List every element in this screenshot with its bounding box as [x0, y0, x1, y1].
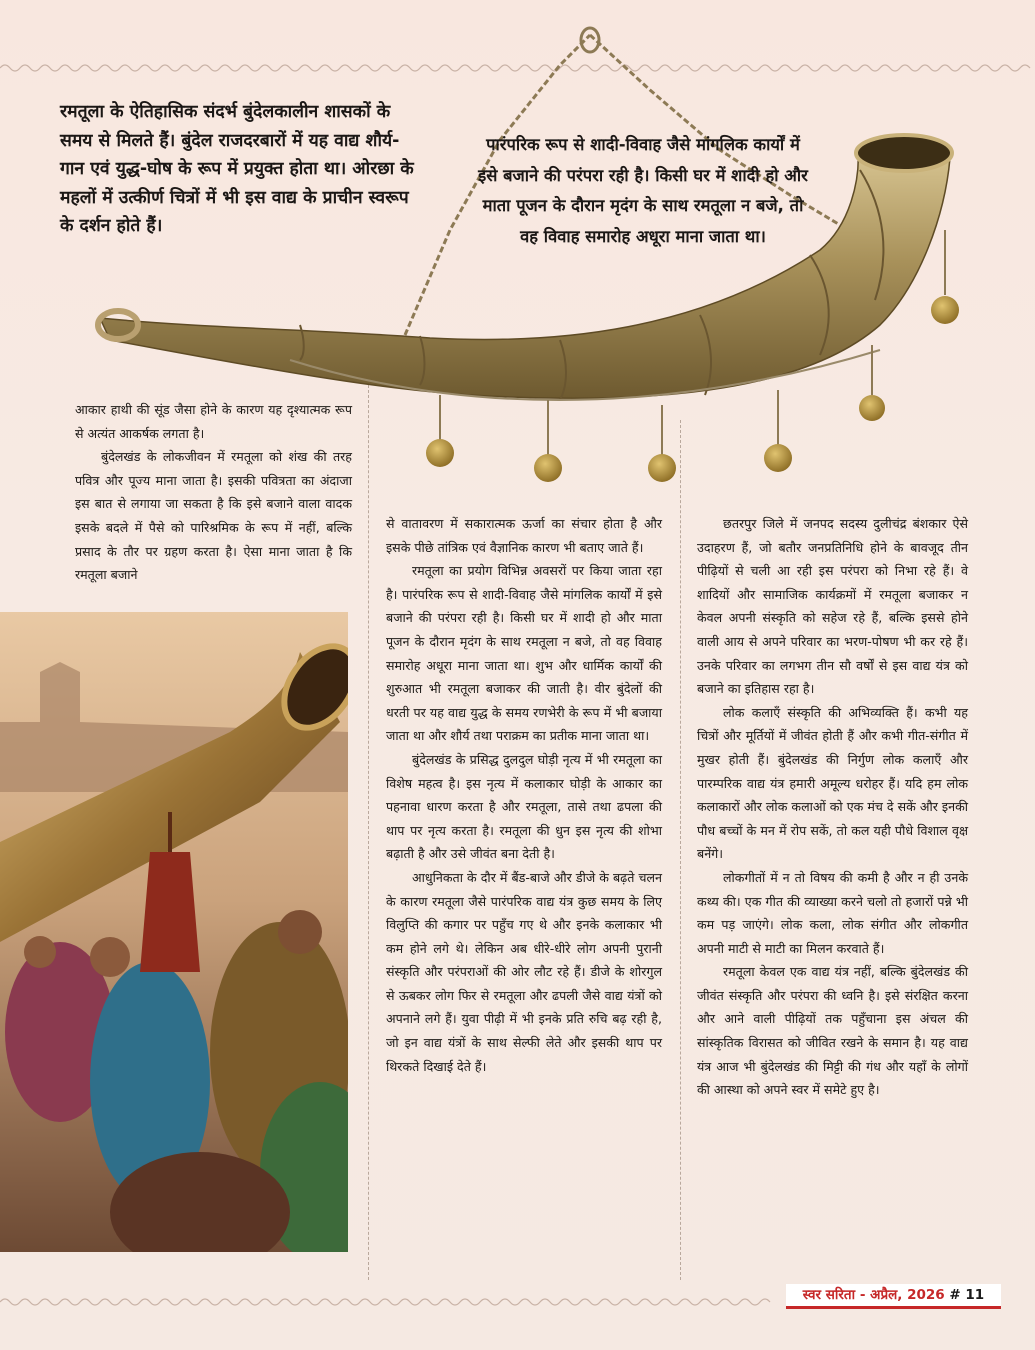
pullquote-right: पारंपरिक रूप से शादी-विवाह जैसे मांगलिक कार्यों में इसे बजाने की परंपरा रही है। किसी घर में शादी हो और माता पूजन के दौरान मृदंग के साथ रमतूला न बजे, तो वह विवाह समारोह अधूरा माना जाता था। [478, 135, 808, 246]
paragraph: लोक कलाएँ संस्कृति की अभिव्यक्ति हैं। कभी यह चित्रों और मूर्तियों में जीवंत होती हैं और कभी गीत-संगीत में मुखर होती हैं। बुंदेलखंड की निर्गुण लोक कलाएँ और पारम्परिक वाद्य यंत्र हमारी अमूल्य धरोहर हैं। यदि हम लोक कलाकारों और लोक कलाओं को एक मंच दे सकें और इनकी पौध बच्चों के मन में रोप सकें, तो कल यही पौधे विशाल वृक्ष बनेंगे। [697, 704, 968, 862]
page-footer [786, 1284, 1001, 1309]
magazine-name: स्वर सरिता [802, 1287, 856, 1303]
footer-separator: - [855, 1287, 871, 1303]
column-divider-1 [368, 380, 369, 1280]
paragraph: रमतूला का प्रयोग विभिन्न अवसरों पर किया जाता रहा है। पारंपरिक रूप से शादी-विवाह जैसे मांगलिक कार्यों में इसे बजाने की परंपरा रही है। किसी घर में शादी हो और माता पूजन के दौरान मृदंग के साथ रमतूला न बजे, तो वह विवाह समारोह अधूरा माना जाता था। शुभ और धार्मिक कार्यों की शुरुआत भी रमतूला बजाकर की जाती है। वीर बुंदेलों की धरती पर यह वाद्य युद्ध के समय रणभेरी के रूप में भी बजाया जाता था और शौर्य तथा पराक्रम का प्रतीक माना जाता था। [386, 563, 662, 744]
paragraph: लोकगीतों में न तो विषय की कमी है और न ही उनके कथ्य की। एक गीत की व्याख्या करने चलो तो हजारों पन्ने भी कम पड़ जाएंगे। लोक कला, लोक संगीत और लोकगीत अपनी माटी से माटी का मिलन करवाते हैं। [697, 869, 968, 956]
body-column-3 [697, 512, 968, 1102]
paragraph: छतरपुर जिले में जनपद सदस्य दुलीचंद्र बंशकार ऐसे उदाहरण हैं, जो बतौर जनप्रतिनिधि होने के बावजूद तीन पीढ़ियों से चली आ रही इस परंपरा को निभा रहे हैं। वे शादियों और सामाजिक कार्यक्रमों में रमतूला बजाकर न केवल अपनी संस्कृति को सहेज रहे हैं, बल्कि इससे होने वाली आय से अपने परिवार का भरण-पोषण भी कर रहे हैं। उनके परिवार का लगभग तीन सौ वर्षों से इस वाद्य यंत्र को बजाने का इतिहास रहा है। [697, 516, 968, 697]
column-divider-2 [680, 420, 681, 1280]
paragraph: से वातावरण में सकारात्मक ऊर्जा का संचार होता है और इसके पीछे तांत्रिक एवं वैज्ञानिक कारण भी बताए जाते हैं। [386, 516, 662, 555]
paragraph: बुंदेलखंड के लोकजीवन में रमतूला को शंख की तरह पवित्र और पूज्य माना जाता है। इसकी पवित्रता का अंदाजा इस बात से लगाया जा सकता है कि इसे बजाने वाला वादक इसके बदले में पैसे को पारिश्रमिक के रूप में नहीं, बल्कि प्रसाद के तौर पर ग्रहण करता है। ऐसा माना जाता है कि रमतूला बजाने [75, 449, 352, 583]
festival-photo [0, 612, 348, 1252]
pullquote-left: रमतूला के ऐतिहासिक संदर्भ बुंदेलकालीन शासकों के समय से मिलते हैं। बुंदेल राजदरबारों में यह वाद्य शौर्य-गान एवं युद्ध-घोष के रूप में प्रयुक्त होता था। ओरछा के महलों में उत्कीर्ण चित्रों में भी इस वाद्य के प्राचीन स्वरूप के दर्शन होते हैं। [60, 102, 414, 236]
paragraph: रमतूला केवल एक वाद्य यंत्र नहीं, बल्कि बुंदेलखंड की जीवंत संस्कृति और परंपरा की ध्वनि है। इसे संरक्षित करना और आने वाली पीढ़ियों तक पहुँचाना इस अंचल की सांस्कृतिक विरासत को जीवित रखने के समान है। यह वाद्य यंत्र आज भी बुंदेलखंड की मिट्टी की गंध और यहाँ के लोगों की आस्था को अपने स्वर में समेटे हुए है। [697, 964, 968, 1098]
paragraph: आधुनिकता के दौर में बैंड-बाजे और डीजे के बढ़ते चलन के कारण रमतूला जैसे पारंपरिक वाद्य यंत्र कुछ समय के लिए विलुप्ति की कगार पर पहुँच गए थे और इनके कलाकार भी कम होने लगे थे। लेकिन अब धीरे-धीरे लोग अपनी पुरानी संस्कृति और परंपराओं की ओर लौट रहे हैं। डीजे के शोरगुल से ऊबकर लोग फिर से रमतूला और ढपली जैसे वाद्य यंत्रों को अपनाने लगे हैं। युवा पीढ़ी में भी इनके प्रति रुचि बढ़ रही है, जो इन वाद्य यंत्रों के साथ सेल्फी लेते और इसकी थाप पर थिरकते दिखाई देते हैं। [386, 869, 662, 1074]
issue-date: अप्रैल, 2026 [870, 1287, 945, 1303]
page-number: # 11 [944, 1287, 985, 1303]
paragraph: आकार हाथी की सूंड जैसा होने के कारण यह दृश्यात्मक रूप से अत्यंत आकर्षक लगता है। [75, 402, 352, 441]
paragraph: बुंदेलखंड के प्रसिद्ध दुलदुल घोड़ी नृत्य में भी रमतूला का विशेष महत्व है। इस नृत्य में कलाकार घोड़ी के आकार का पहनावा धारण करता है और रमतूला, तासे तथा ढपला की थाप पर नृत्य करता है। रमतूला की धुन इस नृत्य की शोभा बढ़ाती है और उसे जीवंत बना देती है। [386, 751, 662, 862]
body-column-1 [75, 398, 352, 587]
body-column-2 [386, 512, 662, 1078]
